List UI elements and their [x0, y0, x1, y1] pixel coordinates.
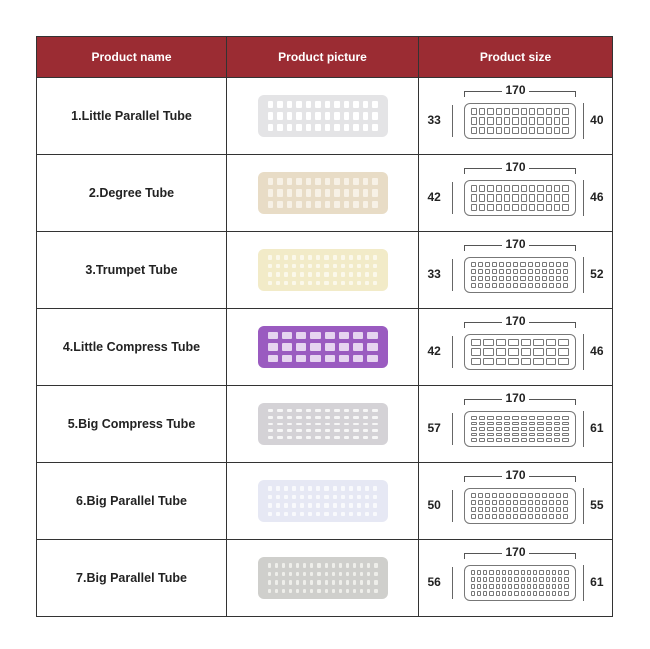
product-name-cell	[37, 540, 227, 616]
left-diameter-line	[452, 413, 453, 445]
right-diameter-line	[583, 411, 584, 447]
product-size-cell	[419, 78, 612, 154]
product-size-cell	[419, 309, 612, 385]
left-diameter-label: 33	[427, 267, 441, 281]
length-label: 170	[502, 314, 528, 328]
product-name: 1.Little Parallel Tube	[71, 109, 192, 123]
length-label: 170	[502, 391, 528, 405]
product-name: 7.Big Parallel Tube	[76, 571, 187, 585]
header-product-name: Product name	[37, 37, 227, 77]
product-size-cell	[419, 155, 612, 231]
left-diameter-label: 50	[427, 498, 441, 512]
product-name-cell	[37, 155, 227, 231]
cream-tapered-tube-image	[258, 249, 388, 291]
left-diameter-line	[452, 567, 453, 599]
left-diameter-line	[452, 105, 453, 137]
header-product-size: Product size	[479, 50, 552, 64]
right-diameter-line	[583, 334, 584, 370]
grey-mesh-tube-image	[258, 557, 388, 599]
table-row	[37, 463, 612, 540]
length-label: 170	[502, 468, 528, 482]
right-diameter-line	[583, 565, 584, 601]
tube-outline-drawing	[464, 565, 576, 601]
right-diameter-label: 61	[590, 421, 604, 435]
right-diameter-label: 52	[590, 267, 604, 281]
left-diameter-label: 33	[427, 113, 441, 127]
product-name: 5.Big Compress Tube	[67, 417, 196, 431]
product-picture-cell	[227, 540, 419, 616]
size-diagram	[426, 314, 606, 380]
right-diameter-line	[583, 180, 584, 216]
right-diameter-line	[583, 488, 584, 524]
right-diameter-label: 40	[590, 113, 604, 127]
table-row	[37, 232, 612, 309]
left-diameter-label: 42	[427, 344, 441, 358]
product-size-cell	[419, 463, 612, 539]
size-diagram	[426, 468, 606, 534]
grey-lattice-tube-image	[258, 403, 388, 445]
product-size-cell	[419, 232, 612, 308]
product-name-cell	[37, 463, 227, 539]
light-blue-perforated-tube-image	[258, 480, 388, 522]
left-diameter-label: 42	[427, 190, 441, 204]
table-row	[37, 386, 612, 463]
product-name: 2.Degree Tube	[88, 186, 175, 200]
tube-outline-drawing	[464, 257, 576, 293]
left-diameter-line	[452, 336, 453, 368]
tube-outline-drawing	[464, 411, 576, 447]
length-label: 170	[502, 545, 528, 559]
right-diameter-label: 46	[590, 190, 604, 204]
left-diameter-line	[452, 259, 453, 291]
size-diagram	[426, 237, 606, 303]
table-row	[37, 155, 612, 232]
left-diameter-line	[452, 490, 453, 522]
product-name-cell	[37, 232, 227, 308]
length-label: 170	[502, 160, 528, 174]
product-name: 6.Big Parallel Tube	[76, 494, 187, 508]
right-diameter-label: 61	[590, 575, 604, 589]
tube-outline-drawing	[464, 488, 576, 524]
product-name-cell	[37, 386, 227, 462]
size-diagram	[426, 545, 606, 611]
right-diameter-label: 46	[590, 344, 604, 358]
product-picture-cell	[227, 309, 419, 385]
product-size-cell	[419, 540, 612, 616]
product-table	[36, 36, 613, 617]
left-diameter-label: 57	[427, 421, 441, 435]
product-picture-cell	[227, 155, 419, 231]
size-diagram	[426, 83, 606, 149]
size-diagram	[426, 391, 606, 457]
product-picture-cell	[227, 232, 419, 308]
length-label: 170	[502, 83, 528, 97]
tube-outline-drawing	[464, 334, 576, 370]
product-name-cell	[37, 78, 227, 154]
tube-outline-drawing	[464, 103, 576, 139]
left-diameter-label: 56	[427, 575, 441, 589]
length-label: 170	[502, 237, 528, 251]
product-picture-cell	[227, 463, 419, 539]
header-product-picture: Product picture	[227, 37, 419, 77]
table-row	[37, 309, 612, 386]
right-diameter-label: 55	[590, 498, 604, 512]
table-body	[37, 78, 612, 616]
product-picture-cell	[227, 386, 419, 462]
product-name: 3.Trumpet Tube	[85, 263, 178, 277]
purple-lattice-tube-image	[258, 326, 388, 368]
white-perforated-tube-image	[258, 95, 388, 137]
product-picture-cell	[227, 78, 419, 154]
table-row	[37, 540, 612, 616]
beige-perforated-tube-image	[258, 172, 388, 214]
left-diameter-line	[452, 182, 453, 214]
size-diagram	[426, 160, 606, 226]
product-size-cell	[419, 386, 612, 462]
table-header	[37, 37, 612, 78]
right-diameter-line	[583, 103, 584, 139]
table-row	[37, 78, 612, 155]
product-name-cell	[37, 309, 227, 385]
right-diameter-line	[583, 257, 584, 293]
tube-outline-drawing	[464, 180, 576, 216]
product-name: 4.Little Compress Tube	[62, 340, 201, 354]
